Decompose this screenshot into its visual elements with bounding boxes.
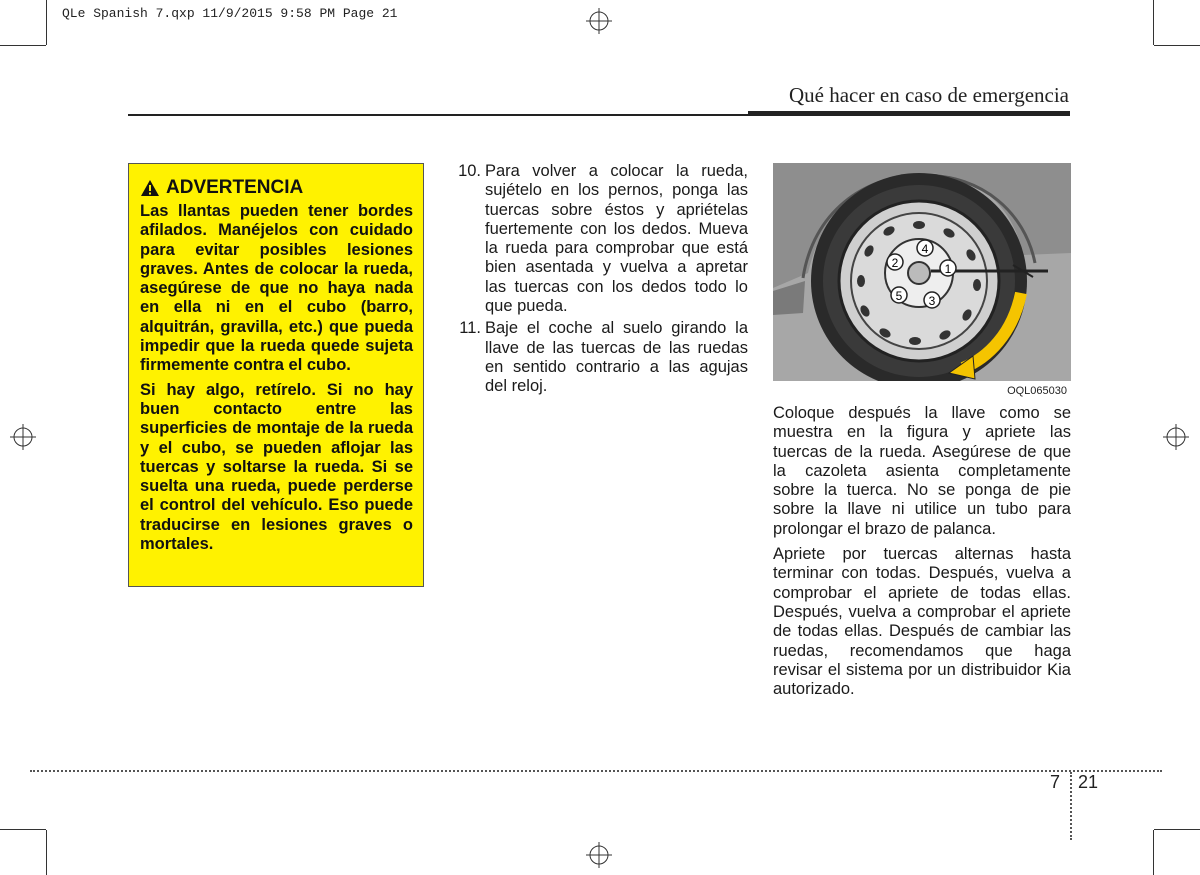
nut-3-label [924,292,940,308]
registration-mark [10,424,36,450]
figure-code: OQL065030 [1007,385,1067,397]
svg-text:2: 2 [891,256,899,270]
crop-mark [46,830,47,875]
crop-mark [0,45,46,46]
svg-text:3: 3 [928,294,936,308]
crop-mark [0,829,46,830]
warning-triangle-icon [140,179,160,197]
nut-4-label [917,240,933,256]
warning-box [128,163,424,587]
nut-5-label [891,287,907,303]
svg-text:4: 4 [921,242,929,256]
instruction-steps [448,162,748,400]
warning-paragraph: Las llantas pueden tener bordes afilados. Manéjelos con cuidado para evitar posibles lesiones graves. Antes de colocar la rueda, asegúrese de que no haya nada en ella ni en el cubo (barro, alquitrán, gravilla, etc.) que pueda impedir que la rueda quede sujeta firmemente contra el cubo. [140,202,413,375]
header-rule-thick [748,111,1070,116]
svg-text:1: 1 [944,262,952,276]
nut-1-label [940,260,956,276]
header-rule [128,114,748,116]
step-number: 10. [458,162,481,180]
body-paragraph: Coloque después la llave como se muestra en la figura y apriete las tuercas de la rueda. Asegúrese de que la cazoleta asienta completamente sobre la tuerca. No se ponga de pie sobre la llave ni utilice un tubo para prolongar el brazo de palanca. [773,404,1071,538]
wheel-illustration [773,163,1071,399]
svg-text:5: 5 [895,289,903,303]
crop-mark [1153,830,1154,875]
registration-mark [1163,424,1189,450]
nut-2-label [887,254,903,270]
section-title: Qué hacer en caso de emergencia [788,83,1069,107]
step-text: Para volver a colocar la rueda, sujételo en los pernos, ponga las tuercas sobre éstos y apriételas fuertemente con los dedos. Mueva la rueda para comprobar que está bien asentada y vuelva a apretar las tuercas con los dedos todo lo que pueda. [485,162,748,316]
warning-paragraph: Si hay algo, retírelo. Si no hay buen contacto entre las superficies de montaje de la rueda y el cubo, se pueden aflojar las tuercas y soltarse la rueda. Si se suelta una rueda, puede perderse el control del vehículo. Eso puede traducirse en lesiones graves o mortales. [140,380,413,554]
right-column [773,404,1071,705]
step-item [448,319,748,396]
registration-mark [586,8,612,34]
crop-mark [1154,45,1200,46]
step-text: Baje el coche al suelo girando la llave de las tuercas de las ruedas en sentido contrario a las agujas del reloj. [485,319,748,396]
registration-mark [586,842,612,868]
footer-dotted-rule [30,770,1162,772]
chapter-number: 7 [1050,772,1061,792]
wheel-drawing [773,163,1071,399]
step-item [448,162,748,316]
crop-mark [1154,829,1200,830]
body-paragraph: Apriete por tuercas alternas hasta terminar con todas. Después, vuelva a comprobar el apriete de todas ellas. Después, vuelva a comprobar el apriete de todas ellas. Después de cambiar las ruedas, recomendamos que haga revisar el sistema por un distribuidor Kia autorizado. [773,545,1071,699]
warning-heading [140,177,413,199]
step-number: 11. [459,319,481,338]
crop-mark [1153,0,1154,45]
crop-mark [46,0,47,45]
page-number: 21 [1078,772,1099,792]
warning-title: ADVERTENCIA [166,177,304,198]
print-slug: QLe Spanish 7.qxp 11/9/2015 9:58 PM Page 21 [62,6,398,21]
footer-dotted-divider [1070,772,1072,840]
